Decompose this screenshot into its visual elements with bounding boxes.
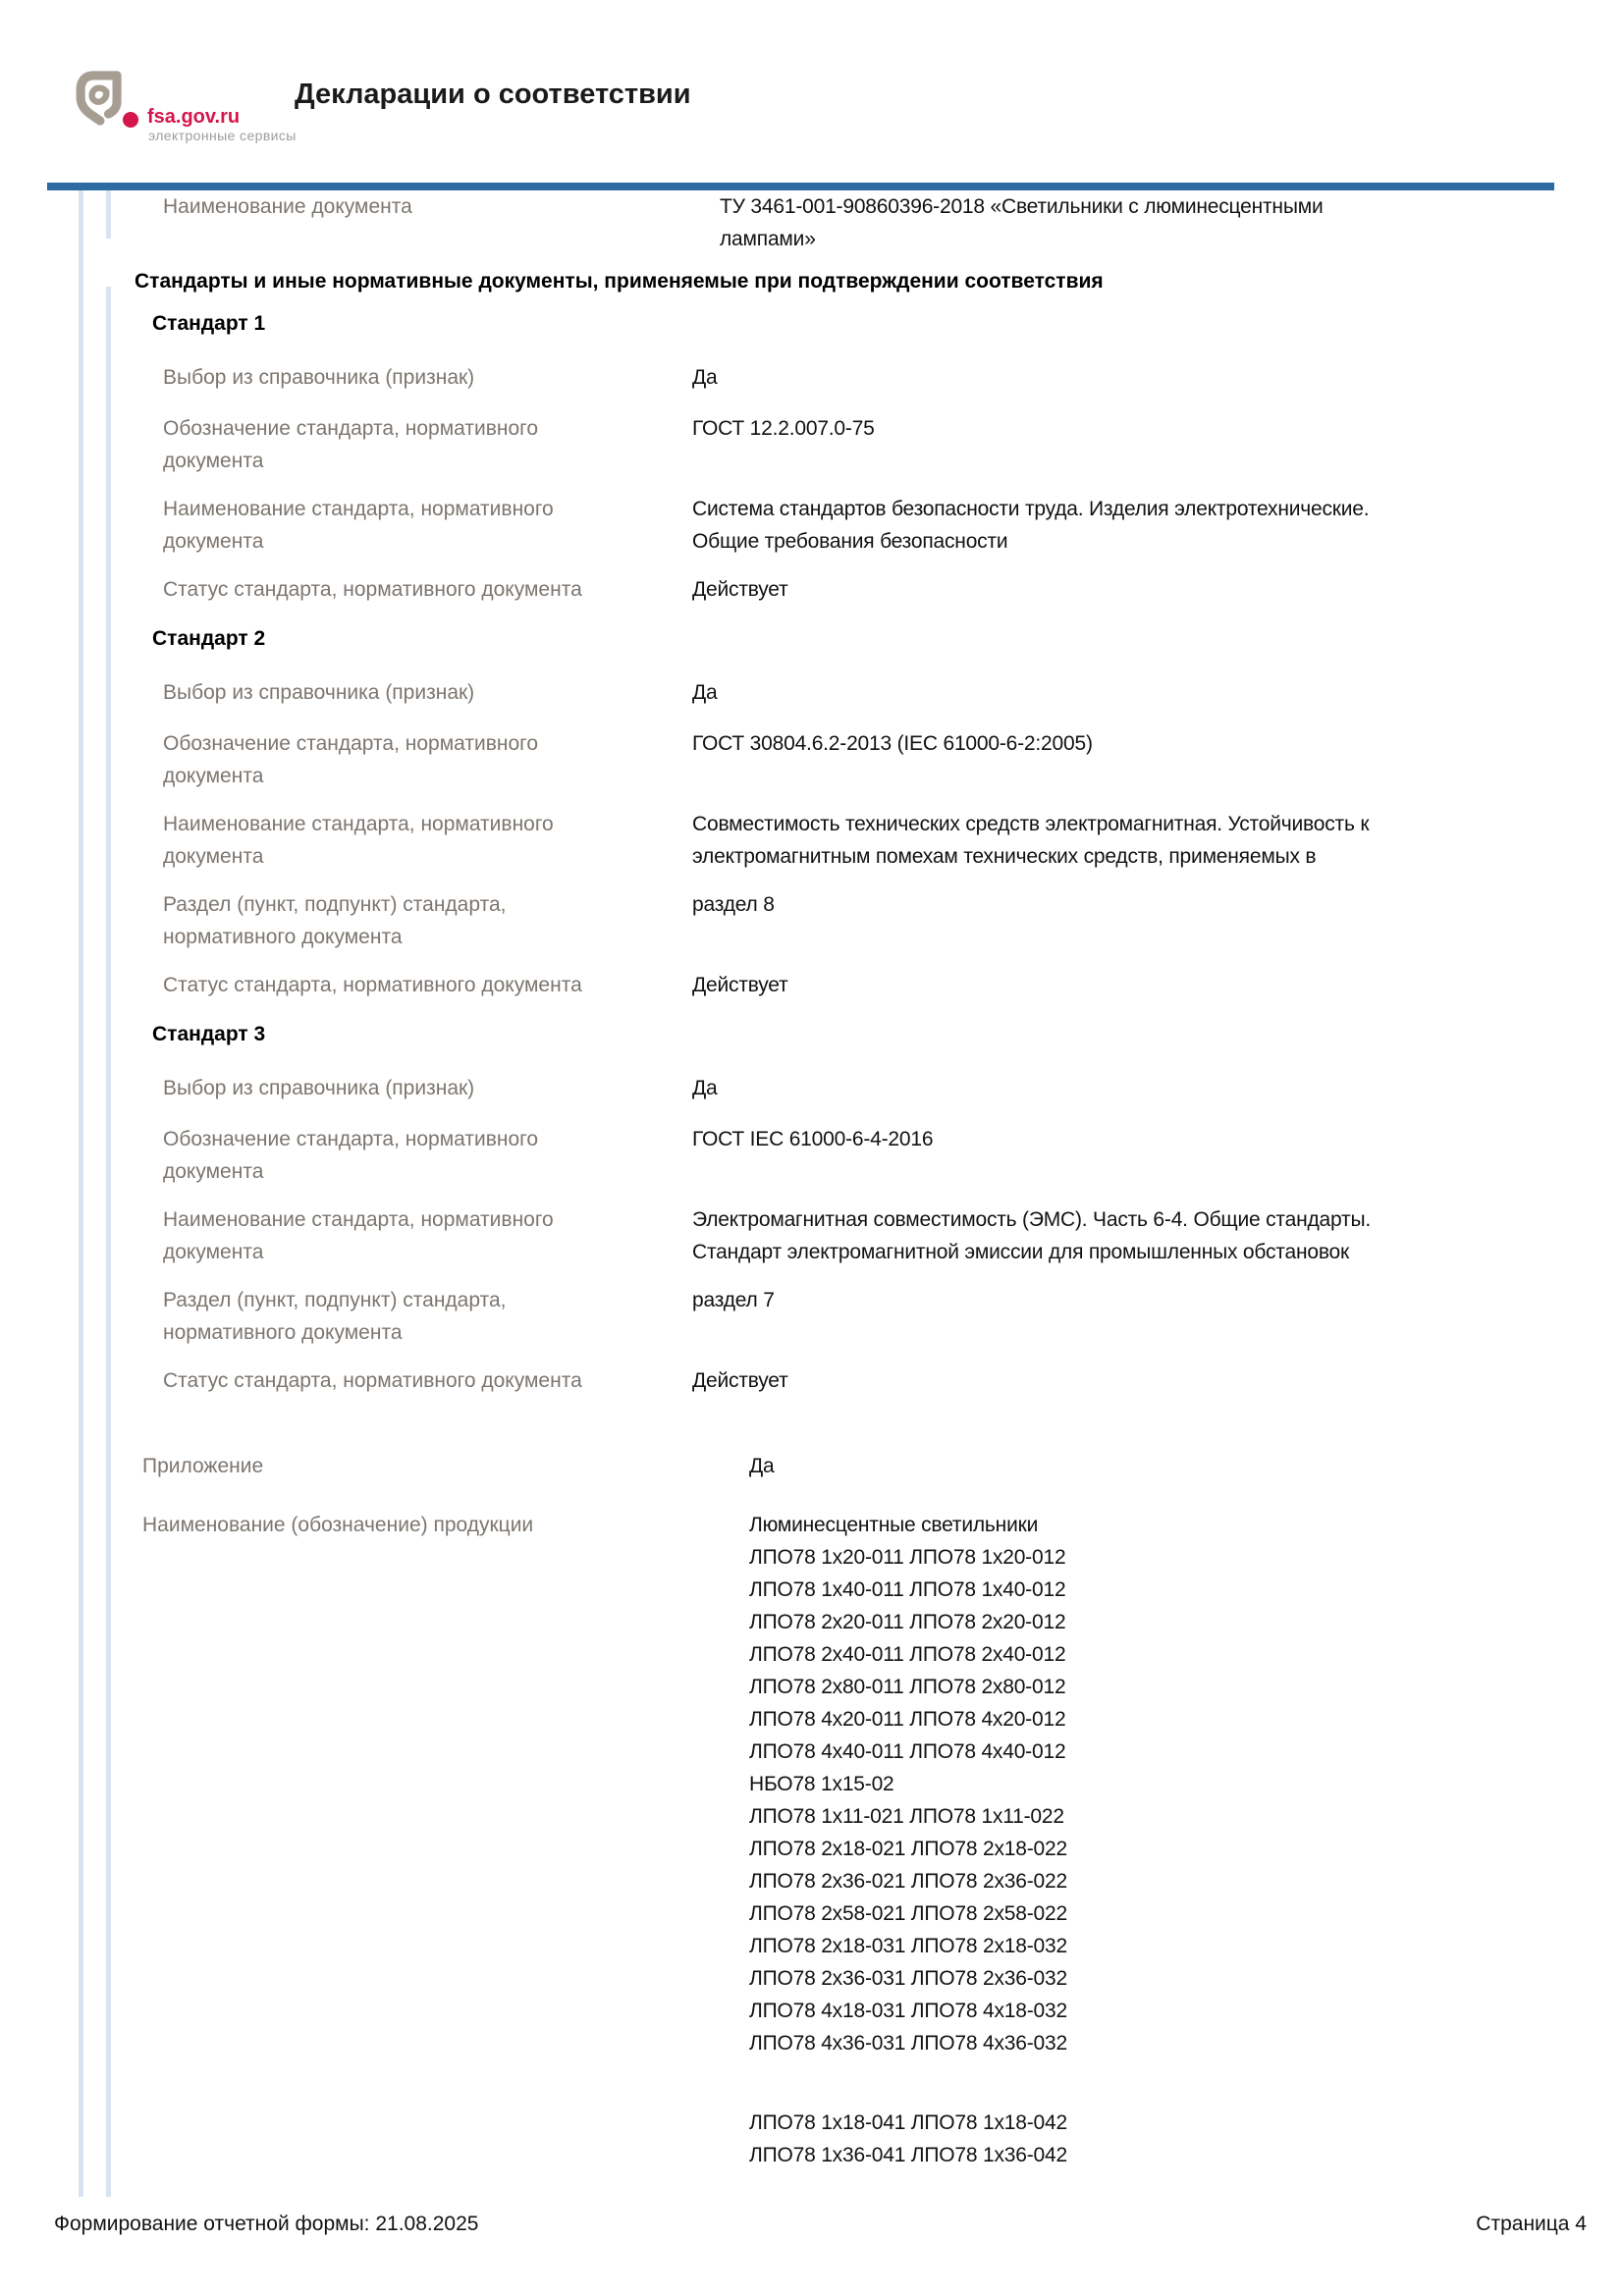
value-line: Общие требования безопасности — [692, 530, 1008, 553]
product-line: ЛПО78 1x36-041 ЛПО78 1x36-042 — [749, 2144, 1067, 2166]
label-line: Раздел (пункт, подпункт) стандарта, — [163, 1289, 507, 1311]
fsa-a-glyph-icon — [75, 69, 128, 128]
label-line: Наименование стандарта, нормативного — [163, 813, 554, 835]
field-value — [692, 412, 1623, 445]
product-line: ЛПО78 2x40-011 ЛПО78 2x40-012 — [749, 1643, 1066, 1666]
field-value — [692, 1203, 1623, 1268]
label-line: документа — [163, 450, 264, 472]
table-row — [0, 1072, 1623, 1104]
value-line: Действует — [692, 974, 788, 996]
product-line: ЛПО78 1x18-041 ЛПО78 1x18-042 — [749, 2111, 1067, 2134]
field-value — [692, 969, 1623, 1001]
product-line: ЛПО78 1x40-011 ЛПО78 1x40-012 — [749, 1578, 1066, 1601]
label-line: Обозначение стандарта, нормативного — [163, 732, 539, 755]
table-row-appendix — [0, 1450, 1623, 1482]
table-row — [0, 573, 1623, 606]
field-label — [163, 1284, 692, 1349]
label-line: документа — [163, 765, 264, 787]
header-divider-bar — [47, 183, 1554, 190]
value-line: ГОСТ IEC 61000-6-4-2016 — [692, 1128, 934, 1150]
page-title: Декларации о соответствии — [295, 79, 691, 110]
page-number: Страница 4 — [1476, 2213, 1587, 2235]
field-value — [692, 1123, 1623, 1155]
product-line: Люминесцентные светильники — [749, 1514, 1039, 1536]
product-line: ЛПО78 2x36-031 ЛПО78 2x36-032 — [749, 1967, 1067, 1990]
label-line: Статус стандарта, нормативного документа — [163, 578, 582, 601]
value-line: ГОСТ 12.2.007.0-75 — [692, 417, 875, 440]
value-line: раздел 8 — [692, 893, 775, 916]
standards-list — [0, 307, 1623, 1397]
field-value — [692, 1364, 1623, 1397]
field-label — [163, 727, 692, 792]
product-line: ЛПО78 2x80-011 ЛПО78 2x80-012 — [749, 1676, 1066, 1698]
product-line: ЛПО78 4x20-011 ЛПО78 4x20-012 — [749, 1708, 1066, 1731]
table-row — [0, 888, 1623, 953]
field-value — [720, 190, 1623, 255]
label-line: Раздел (пункт, подпункт) стандарта, — [163, 893, 507, 916]
value-line: раздел 7 — [692, 1289, 775, 1311]
label-line: документа — [163, 1160, 264, 1183]
value-line: Да — [692, 366, 718, 389]
field-label — [163, 676, 692, 709]
label-line: Обозначение стандарта, нормативного — [163, 417, 539, 440]
product-line: ЛПО78 2x18-021 ЛПО78 2x18-022 — [749, 1838, 1067, 1860]
value-line: Да — [692, 1077, 718, 1099]
logo-tagline: электронные сервисы — [148, 128, 297, 143]
report-generated-stamp: Формирование отчетной формы: 21.08.2025 — [54, 2213, 479, 2235]
label-line: Выбор из справочника (признак) — [163, 681, 475, 704]
product-line: ЛПО78 2x36-021 ЛПО78 2x36-022 — [749, 1870, 1067, 1893]
product-line: ЛПО78 4x40-011 ЛПО78 4x40-012 — [749, 1740, 1066, 1763]
label-line: Выбор из справочника (признак) — [163, 1077, 475, 1099]
label-line: Статус стандарта, нормативного документа — [163, 1369, 582, 1392]
field-value — [692, 676, 1623, 709]
standard-title: Стандарт 3 — [152, 1023, 266, 1045]
section-title: Стандарты и иные нормативные документы, применяемые при подтверждении соответствия — [135, 270, 1104, 293]
label-line: Наименование стандарта, нормативного — [163, 1208, 554, 1231]
field-label — [163, 412, 692, 477]
product-line: ЛПО78 2x58-021 ЛПО78 2x58-022 — [749, 1902, 1067, 1925]
table-row — [0, 361, 1623, 394]
field-label — [163, 969, 692, 1001]
field-label — [163, 808, 692, 873]
label-line: нормативного документа — [163, 1321, 403, 1344]
field-label — [163, 1123, 692, 1188]
table-row — [0, 412, 1623, 477]
table-row — [0, 1364, 1623, 1397]
field-label: Наименование (обозначение) продукции — [142, 1514, 534, 1536]
table-row — [0, 676, 1623, 709]
label-line: Выбор из справочника (признак) — [163, 366, 475, 389]
table-row — [0, 493, 1623, 558]
label-line: нормативного документа — [163, 926, 403, 948]
product-list — [749, 1509, 1623, 2171]
value-line: лампами» — [720, 228, 816, 250]
product-line: ЛПО78 4x36-031 ЛПО78 4x36-032 — [749, 2032, 1067, 2055]
standard-title: Стандарт 1 — [152, 312, 266, 335]
field-label — [163, 888, 692, 953]
label-line: Статус стандарта, нормативного документа — [163, 974, 582, 996]
field-label: Приложение — [142, 1455, 264, 1477]
product-line — [749, 2059, 1623, 2107]
label-line: документа — [163, 530, 264, 553]
table-row — [0, 1203, 1623, 1268]
product-line: ЛПО78 1x20-011 ЛПО78 1x20-012 — [749, 1546, 1066, 1569]
table-row — [0, 1123, 1623, 1188]
value-line: Да — [692, 681, 718, 704]
table-row-document-name — [0, 190, 1623, 255]
label-line: документа — [163, 845, 264, 868]
table-row-products — [0, 1509, 1623, 2171]
table-row — [0, 969, 1623, 1001]
product-line: ЛПО78 2x18-031 ЛПО78 2x18-032 — [749, 1935, 1067, 1957]
label-line: Обозначение стандарта, нормативного — [163, 1128, 539, 1150]
value-line: ТУ 3461-001-90860396-2018 «Светильники с люминесцентными — [720, 195, 1324, 218]
product-line: ЛПО78 2x20-011 ЛПО78 2x20-012 — [749, 1611, 1066, 1633]
field-value — [692, 361, 1623, 394]
field-value — [692, 1072, 1623, 1104]
field-value: Да — [749, 1455, 775, 1477]
product-line: НБО78 1x15-02 — [749, 1773, 894, 1795]
fsa-logo — [75, 67, 330, 145]
field-value — [692, 1284, 1623, 1316]
value-line: ГОСТ 30804.6.2-2013 (IEC 61000-6-2:2005) — [692, 732, 1093, 755]
field-label — [163, 1203, 692, 1268]
label-line: Наименование стандарта, нормативного — [163, 498, 554, 520]
field-value — [692, 808, 1623, 873]
table-row — [0, 727, 1623, 792]
value-line: электромагнитным помехам технических средств, применяемых в — [692, 845, 1317, 868]
logo-red-dot-icon — [123, 112, 138, 128]
field-label — [163, 493, 692, 558]
field-label — [163, 1364, 692, 1397]
value-line: Совместимость технических средств электромагнитная. Устойчивость к — [692, 813, 1370, 835]
value-line: Электромагнитная совместимость (ЭМС). Часть 6-4. Общие стандарты. — [692, 1208, 1371, 1231]
value-line: Действует — [692, 1369, 788, 1392]
field-value — [692, 888, 1623, 921]
field-value — [692, 573, 1623, 606]
field-label: Наименование документа — [163, 195, 412, 218]
logo-site-name: fsa.gov.ru — [147, 106, 241, 128]
value-line: Система стандартов безопасности труда. Изделия электротехнические. — [692, 498, 1370, 520]
document-body — [0, 183, 1623, 2171]
table-row — [0, 808, 1623, 873]
table-row — [0, 1284, 1623, 1349]
field-label — [163, 1072, 692, 1104]
field-value — [692, 493, 1623, 558]
value-line: Стандарт электромагнитной эмиссии для промышленных обстановок — [692, 1241, 1350, 1263]
standard-title: Стандарт 2 — [152, 627, 266, 650]
field-label — [163, 361, 692, 394]
field-value — [692, 727, 1623, 760]
label-line: документа — [163, 1241, 264, 1263]
field-label — [163, 573, 692, 606]
product-line: ЛПО78 1x11-021 ЛПО78 1x11-022 — [749, 1805, 1064, 1828]
value-line: Действует — [692, 578, 788, 601]
product-line: ЛПО78 4x18-031 ЛПО78 4x18-032 — [749, 2000, 1067, 2022]
